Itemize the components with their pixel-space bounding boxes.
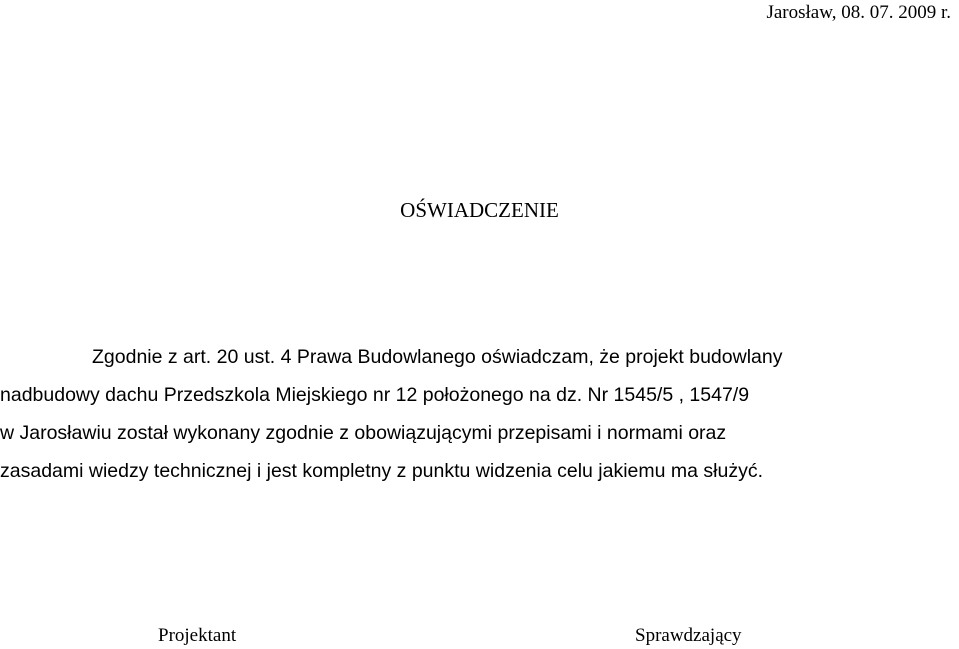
paragraph-line-3: w Jarosławiu został wykonany zgodnie z obowiązującymi przepisami i normami oraz xyxy=(0,422,727,444)
paragraph-line-4: zasadami wiedzy technicznej i jest kompletny z punktu widzenia celu jakiemu ma służyć. xyxy=(0,460,764,482)
paragraph-line-1: Zgodnie z art. 20 ust. 4 Prawa Budowlanego oświadczam, że projekt budowlany xyxy=(92,346,783,368)
reviewer-signature-label: Sprawdzający xyxy=(635,625,742,646)
date-line: Jarosław, 08. 07. 2009 r. xyxy=(766,2,951,23)
paragraph-line-2: nadbudowy dachu Przedszkola Miejskiego nr 12 położonego na dz. Nr 1545/5 , 1547/9 xyxy=(0,384,750,406)
document-title: OŚWIADCZENIE xyxy=(400,198,559,222)
designer-signature-label: Projektant xyxy=(158,625,237,646)
